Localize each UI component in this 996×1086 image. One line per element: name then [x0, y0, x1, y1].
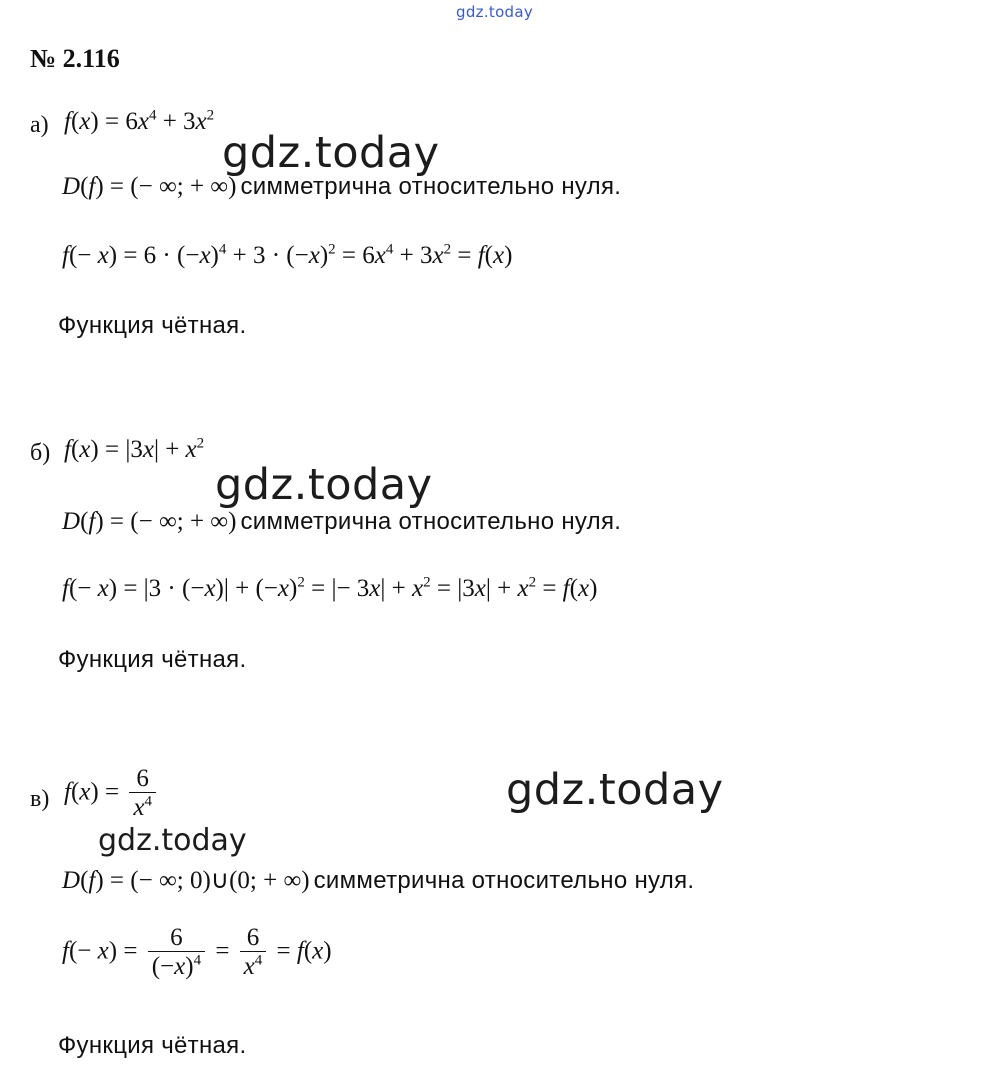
- part-c-domain: D(f) = (− ∞; 0)∪(0; + ∞) симметрична относительно нуля.: [62, 867, 695, 894]
- part-c-check: f(− x) = $\frac{6}{(-x)^4}$ = $\frac{6}{x^4}$ = f(x): [62, 924, 332, 981]
- part-b-conclusion: Функция чётная.: [58, 646, 247, 673]
- part-c-domain-text: симметрична относительно нуля.: [313, 867, 695, 894]
- part-c-function: f(x) = $\frac{6}{x^4}$: [64, 766, 160, 822]
- part-a-conclusion: Функция чётная.: [58, 312, 247, 339]
- watermark-c-large: gdz.today: [506, 765, 724, 815]
- part-c-label: в): [30, 786, 50, 812]
- part-b-domain: D(f) = (− ∞; + ∞) симметрична относительно нуля.: [62, 508, 622, 535]
- problem-number: № 2.116: [30, 44, 120, 73]
- part-a-check: $f(- x) = 6 \cdot (-x)^4 + 3 \cdot (-x)^2 = 6x^4 + 3x^2 = f(x)$: [62, 241, 513, 269]
- top-watermark: gdz.today: [456, 3, 534, 21]
- part-c-conclusion: Функция чётная.: [58, 1032, 247, 1059]
- part-b-domain-text: симметрична относительно нуля.: [240, 508, 622, 535]
- watermark-b: gdz.today: [215, 460, 433, 510]
- watermark-a: gdz.today: [222, 128, 440, 178]
- part-a-function: $f(x) = 6x^4 + 3x^2$: [64, 107, 215, 135]
- part-b-check: $f(- x) = |3 \cdot (-x)| + (-x)^2$ = |− $3x| + x^2 = |3x| + x^2 = f(x)$: [62, 574, 598, 602]
- watermark-c-small: gdz.today: [98, 823, 247, 858]
- part-b-label: б): [30, 440, 51, 466]
- part-b-function: $f(x) = |3x| + x^2$: [64, 435, 205, 463]
- part-a-label: а): [30, 112, 49, 138]
- part-a-domain-text: симметрична относительно нуля.: [240, 173, 622, 200]
- part-a-domain: D(f) = (− ∞; + ∞) симметрична относительно нуля.: [62, 173, 622, 200]
